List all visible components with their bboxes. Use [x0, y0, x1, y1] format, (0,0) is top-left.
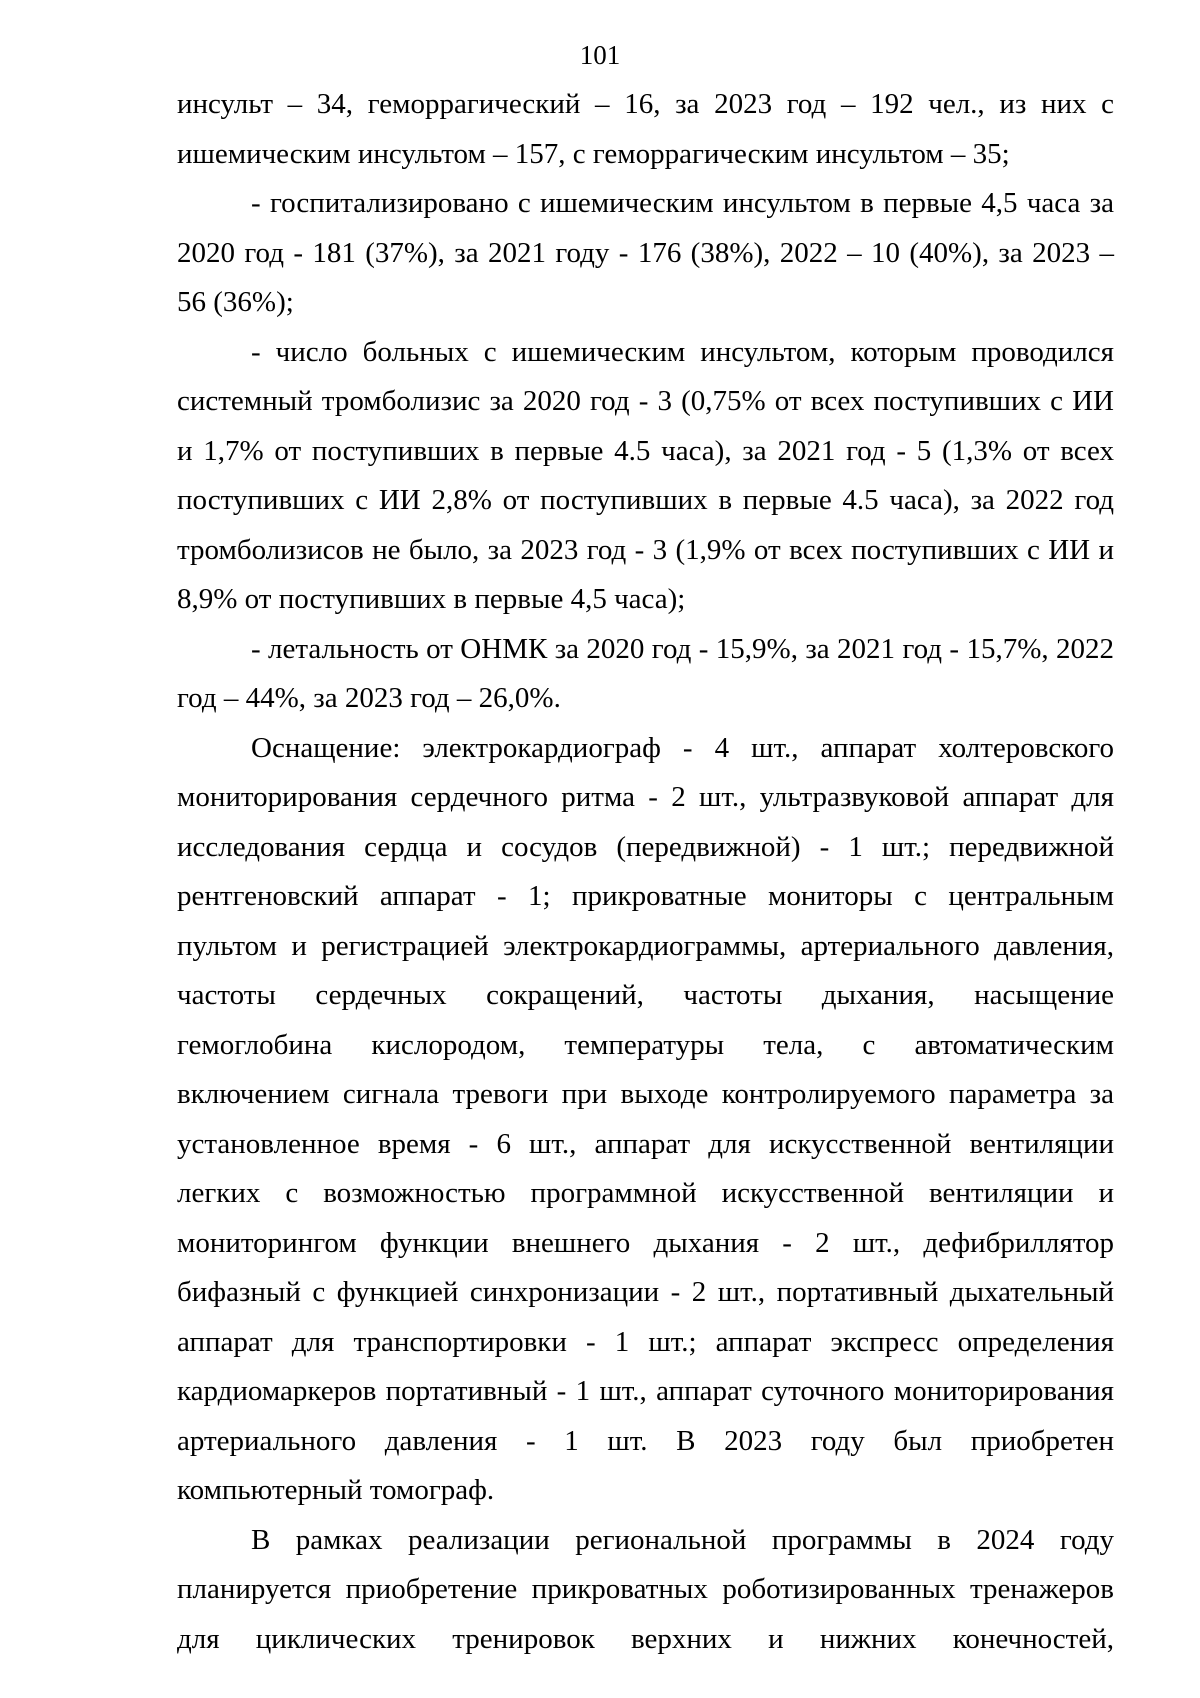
paragraph-mortality: - летальность от ОНМК за 2020 год - 15,9%, за 2021 год - 15,7%, 2022 год – 44%, за 2023 год – 26,0%.	[177, 632, 1114, 714]
paragraph-stroke-counts: инсульт – 34, геморрагический – 16, за 2023 год – 192 чел., из них с ишемическим инсультом – 157, с геморрагическим инсультом – 35;	[177, 88, 1114, 170]
paragraph-equipment: Оснащение: электрокардиограф - 4 шт., аппарат холтеровского мониторирования сердечного ритма - 2 шт., ультразвуковой аппарат для исследования сердца и сосудов (передвижной) - 1 шт.; передвижной рентгеновский аппарат - 1; прикроватные мониторы с центральным пультом и регистрацией электрокардиограммы, артериального давления, частоты сердечных сокращений, частоты дыхания, насыщение гемоглобина кислородом, температуры тела, с автоматическим включением сигнала тревоги при выходе контролируемого параметра за установленное время - 6 шт., аппарат для искусственной вентиляции легких с возможностью программной искусственной вентиляции и мониторингом функции внешнего дыхания - 2 шт., дефибриллятор бифазный с функцией синхронизации - 2 шт., портативный дыхательный аппарат для транспортировки - 1 шт.; аппарат экспресс определения кардиомаркеров портативный - 1 шт., аппарат суточного мониторирования артериального давления - 1 шт. В 2023 году был приобретен компьютерный томограф.	[177, 731, 1114, 1506]
paragraph-thrombolysis: - число больных с ишемическим инсультом, которым проводился системный тромболизис за 2020 год - 3 (0,75% от всех поступивших с ИИ и 1,7% от поступивших в первые 4.5 часа), за 2021 год - 5 (1,3% от всех поступивших с ИИ 2,8% от поступивших в первые 4.5 часа), за 2022 год тромболизисов не было, за 2023 год - 3 (1,9% от всех поступивших с ИИ и 8,9% от поступивших в первые 4,5 часа);	[177, 335, 1114, 615]
page-number: 101	[579, 40, 621, 70]
paragraph-hospitalized: - госпитализировано с ишемическим инсультом в первые 4,5 часа за 2020 год - 181 (37%), за 2021 году - 176 (38%), 2022 – 10 (40%), за 2023 – 56 (36%);	[177, 187, 1114, 318]
paragraph-regional-program: В рамках реализации региональной программы в 2024 году планируется приобретение прикроватных роботизированных тренажеров для циклических тренировок верхних и нижних конечностей,	[177, 1523, 1114, 1655]
document-body	[177, 80, 1114, 1664]
